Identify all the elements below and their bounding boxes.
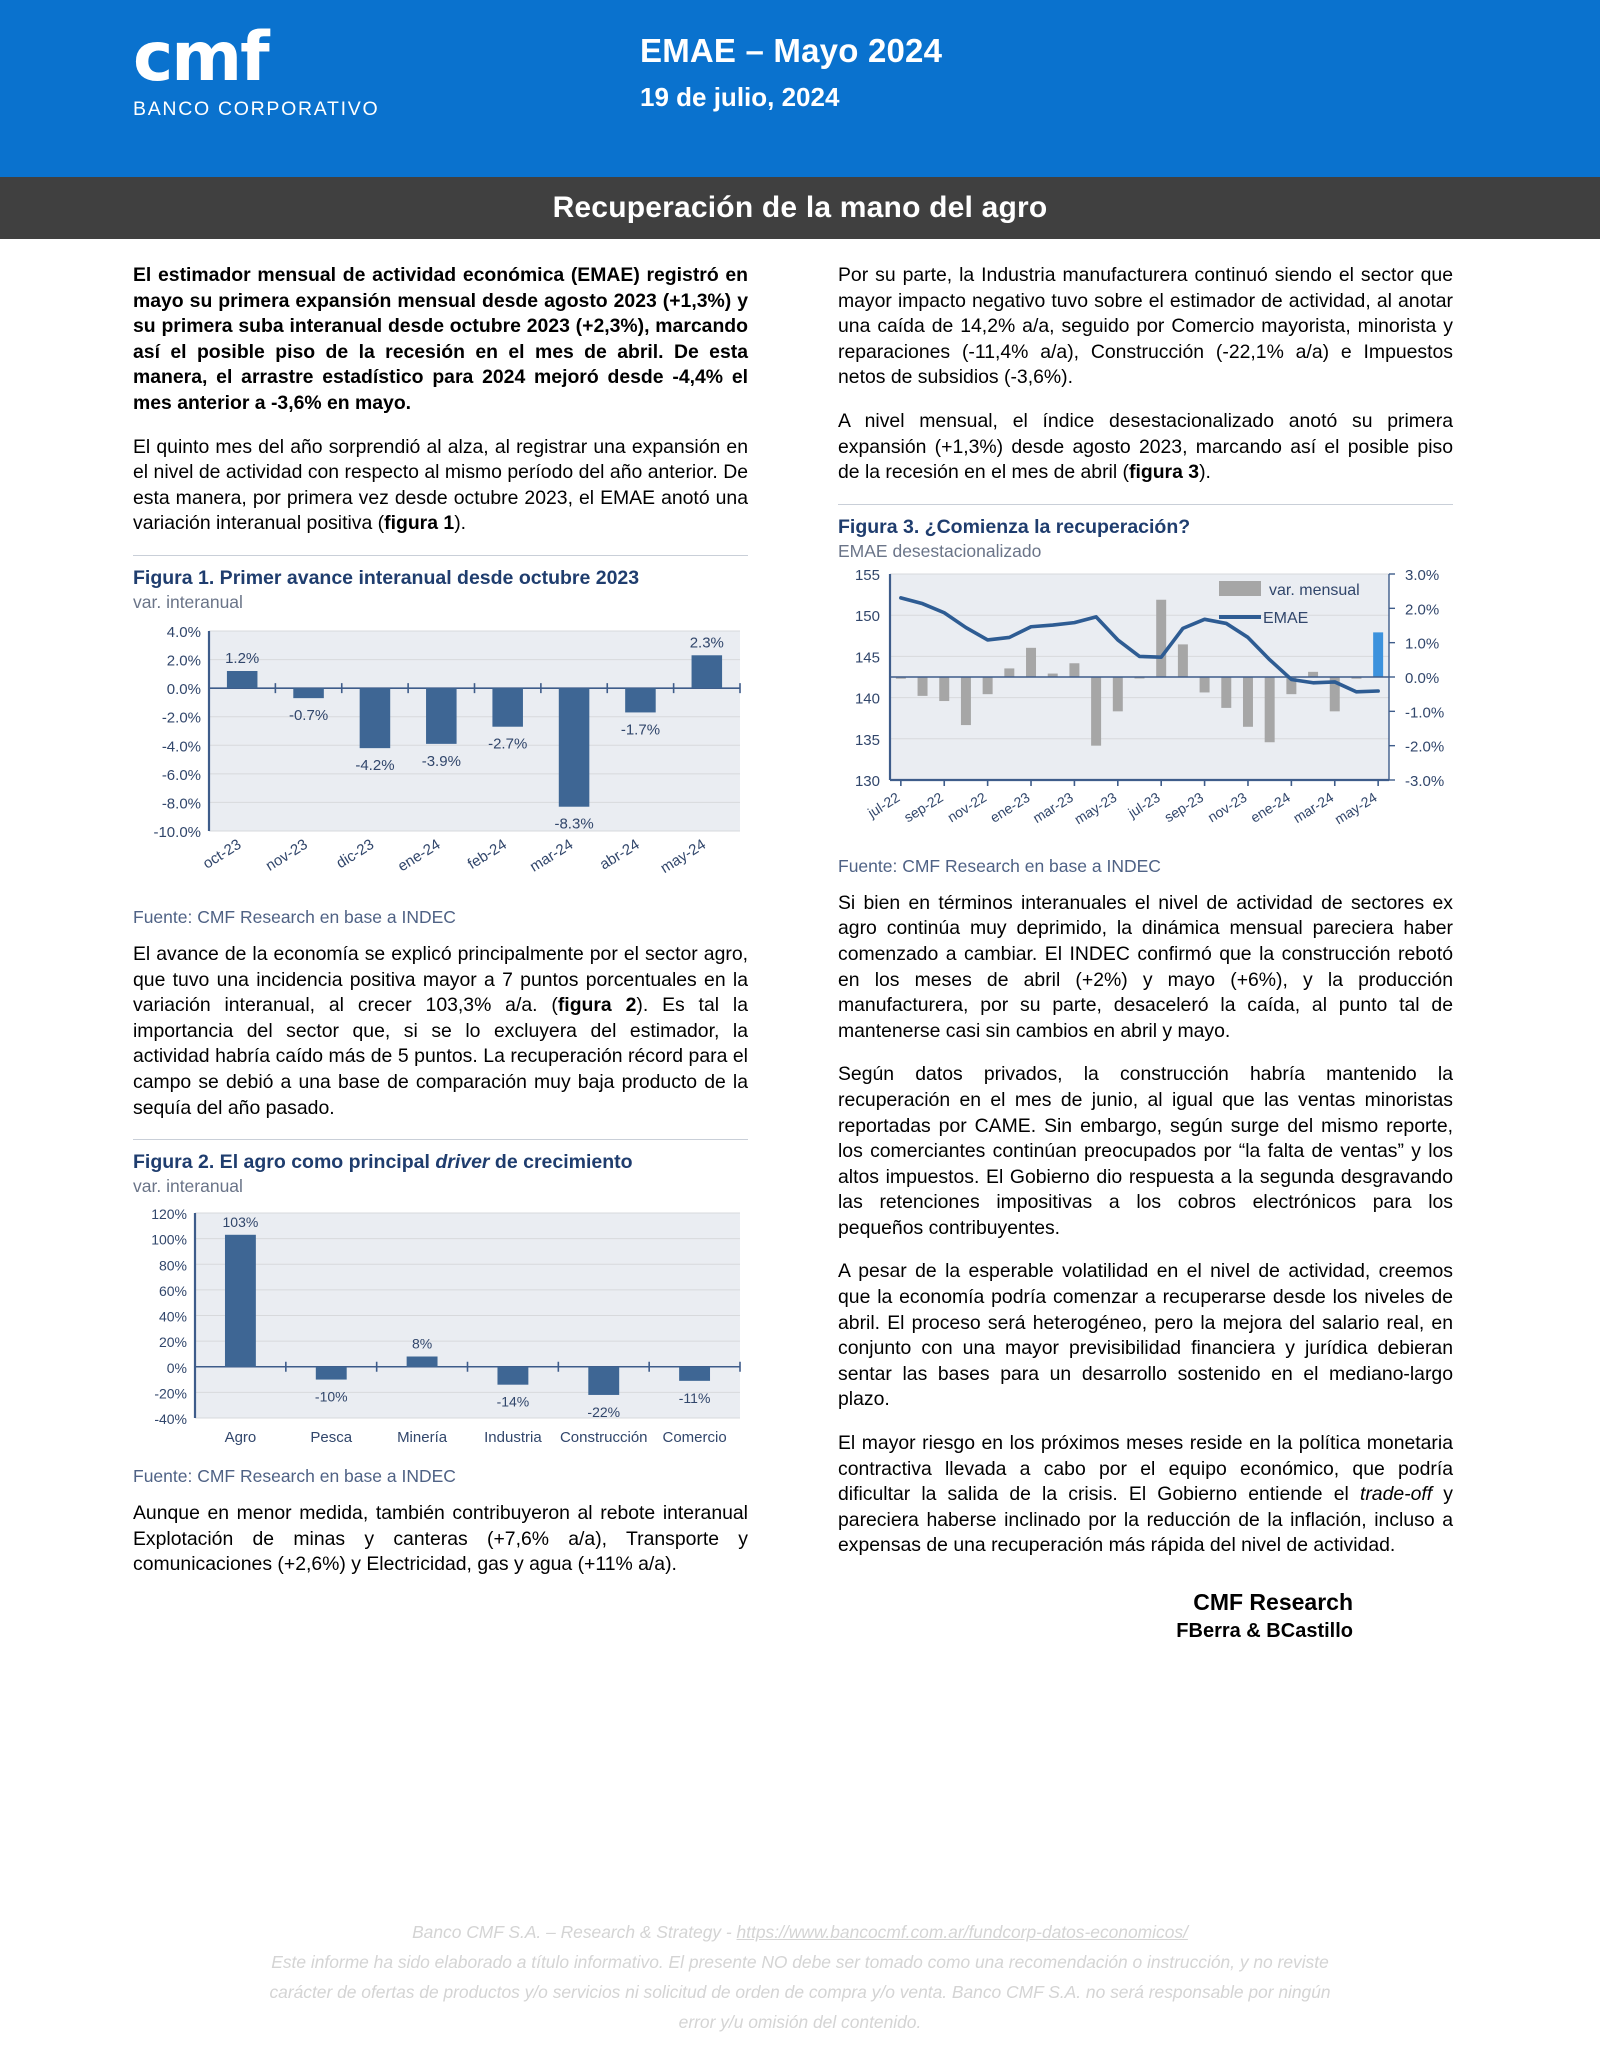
right-column — [838, 263, 1453, 1645]
paragraph-figura2-ref — [133, 942, 748, 1121]
svg-text:140: 140 — [854, 690, 880, 708]
r6-italic: trade-off — [1359, 1483, 1433, 1506]
figure-2-title-italic: driver — [435, 1151, 490, 1174]
r6-text-b: y pareciera haberse inclinado por la reducción de la inflación, incluso a expensas de una recuperación más rápida del nivel de actividad. — [838, 1483, 1453, 1557]
logo-tagline: BANCO CORPORATIVO — [133, 98, 380, 120]
page-header — [0, 0, 1600, 177]
svg-text:1.2%: 1.2% — [225, 649, 260, 667]
report-title: EMAE – Mayo 2024 — [640, 32, 943, 69]
paragraph-figura3-ref — [838, 409, 1453, 486]
figure-1-divider — [133, 555, 748, 556]
figure-3-divider — [838, 504, 1453, 505]
figure-1-svg — [133, 613, 748, 903]
footer-line-4: error y/u omisión del contenido. — [678, 2012, 922, 2032]
svg-text:2.3%: 2.3% — [689, 634, 724, 652]
svg-text:dic-23: dic-23 — [333, 835, 378, 872]
svg-text:abr-24: abr-24 — [596, 835, 643, 874]
svg-text:ene-24: ene-24 — [394, 835, 444, 876]
paragraph-figura1-ref — [133, 435, 748, 537]
figure-1 — [133, 555, 748, 928]
report-date: 19 de julio, 2024 — [640, 82, 840, 112]
svg-text:8%: 8% — [411, 1335, 433, 1352]
svg-text:-4.0%: -4.0% — [161, 738, 201, 756]
figure-1-title: Figura 1. Primer avance interanual desde octubre 2023 — [133, 566, 640, 589]
svg-text:-11%: -11% — [678, 1389, 711, 1406]
svg-text:-8.3%: -8.3% — [554, 815, 594, 833]
svg-text:Agro: Agro — [224, 1429, 257, 1447]
svg-text:EMAE: EMAE — [1263, 609, 1309, 627]
figure-1-source: Fuente: CMF Research en base a INDEC — [133, 906, 456, 927]
svg-text:40%: 40% — [158, 1308, 187, 1325]
p2-figure-ref: figura 1 — [384, 512, 455, 535]
svg-text:135: 135 — [854, 731, 880, 749]
footer-line-2: Este informe ha sido elaborado a título informativo. El presente NO debe ser tomado como una recomendación o instrucción, y no reviste — [271, 1952, 1329, 1972]
figure-3-title: Figura 3. ¿Comienza la recuperación? — [838, 515, 1191, 538]
svg-text:155: 155 — [854, 566, 880, 584]
svg-text:120%: 120% — [151, 1206, 187, 1223]
figure-2-source: Fuente: CMF Research en base a INDEC — [133, 1466, 456, 1487]
figure-1-chart — [133, 613, 748, 903]
figure-3-subtitle: EMAE desestacionalizado — [838, 540, 1042, 561]
svg-text:-22%: -22% — [587, 1404, 621, 1421]
svg-text:mar-24: mar-24 — [1290, 788, 1337, 826]
header-titles — [640, 30, 942, 114]
svg-text:-1.0%: -1.0% — [1405, 704, 1445, 722]
svg-text:130: 130 — [854, 772, 880, 790]
figure-3 — [838, 504, 1453, 877]
left-column — [133, 263, 748, 1645]
svg-text:Comercio: Comercio — [662, 1429, 727, 1447]
r2-text-a: A nivel mensual, el índice desestacionalizado anotó su primera expansión (+1,3%) desde agosto 2023, marcando así el posible piso de la recesión en el mes de abril ( — [838, 409, 1453, 484]
svg-text:-4.2%: -4.2% — [355, 757, 395, 775]
svg-text:oct-23: oct-23 — [199, 835, 245, 873]
lead-paragraph: El estimador mensual de actividad económica (EMAE) registró en mayo su primera expansión mensual desde agosto 2023 (+1,3%) y su primera suba interanual desde octubre 2023 (+2,3%), marcando así el posible piso de la recesión en el mes de abril. De esta manera, el arrastre estadístico para 2024 mejoró desde -4,4% el mes anterior a -3,6% en mayo. — [133, 264, 748, 414]
svg-text:ene-23: ene-23 — [987, 788, 1033, 826]
p2-text-a: El quinto mes del año sorprendió al alza, al registrar una expansión en el nivel de actividad con respecto al mismo período del año anterior. De esta manera, por primera vez desde octubre 2023, el EMAE anotó una variación interanual positiva ( — [133, 435, 748, 535]
svg-text:jul-22: jul-22 — [864, 788, 903, 821]
svg-text:var. mensual: var. mensual — [1269, 581, 1360, 599]
svg-text:103%: 103% — [222, 1213, 259, 1230]
r2-text-b: ). — [1199, 461, 1211, 484]
svg-text:nov-23: nov-23 — [1204, 788, 1250, 825]
svg-text:may-23: may-23 — [1071, 788, 1120, 828]
figure-3-source: Fuente: CMF Research en base a INDEC — [838, 855, 1161, 876]
figure-2 — [133, 1139, 748, 1487]
svg-text:nov-22: nov-22 — [944, 788, 990, 825]
svg-text:-2.0%: -2.0% — [1405, 738, 1445, 756]
footer-line-1 — [120, 1917, 1480, 1947]
signature-authors: FBerra & BCastillo — [1176, 1620, 1353, 1642]
svg-text:-6.0%: -6.0% — [161, 766, 201, 784]
svg-text:Construcción: Construcción — [559, 1429, 648, 1447]
paragraph-volatilidad: A pesar de la esperable volatilidad en el nivel de actividad, creemos que la economía podría comenzar a recuperarse desde los niveles de abril. El proceso será heterogéneo, pero la mejora del salario real, en conjunto con una mayor previsibilidad financiera y jurídica debieran sentar las bases para un desarrollo sostenido en el mediano-largo plazo. — [838, 1260, 1453, 1411]
document-body — [0, 239, 1600, 1645]
svg-text:100%: 100% — [151, 1231, 187, 1248]
figure-2-subtitle: var. interanual — [133, 1176, 243, 1197]
svg-text:Minería: Minería — [397, 1429, 448, 1447]
figure-2-svg — [133, 1197, 748, 1462]
svg-text:-10%: -10% — [314, 1388, 348, 1405]
svg-text:-2.0%: -2.0% — [161, 709, 201, 727]
svg-text:0%: 0% — [166, 1359, 187, 1376]
footer-link[interactable]: https://www.bancocmf.com.ar/fundcorp-datos-economicos/ — [736, 1922, 1188, 1942]
paragraph-industria: Por su parte, la Industria manufacturera continuó siendo el sector que mayor impacto negativo tuvo sobre el estimador de actividad, al anotar una caída de 14,2% a/a, seguido por Comercio mayorista, minorista y reparaciones (-11,4% a/a), Construcción (-22,1% a/a) e Impuestos netos de subsidios (-3,6%). — [838, 264, 1453, 389]
svg-text:feb-24: feb-24 — [464, 835, 510, 873]
p2-text-b: ). — [454, 512, 467, 535]
svg-text:sep-23: sep-23 — [1161, 788, 1207, 825]
svg-text:mar-24: mar-24 — [526, 835, 577, 876]
svg-text:0.0%: 0.0% — [166, 681, 201, 699]
svg-text:60%: 60% — [158, 1282, 187, 1299]
cmf-logo — [133, 18, 380, 121]
paragraph-otros-sectores: Aunque en menor medida, también contribuyeron al rebote interanual Explotación de minas y canteras (+7,6% a/a), Transporte y comunicaciones (+2,6%) y Electricidad, gas y agua (+11% a/a). — [133, 1502, 748, 1576]
figure-2-divider — [133, 1139, 748, 1140]
paragraph-dinamica-mensual: Si bien en términos interanuales el nivel de actividad de sectores ex agro continúa muy deprimido, la dinámica mensual pareciera haber comenzado a cambiar. El INDEC confirmó que la construcción rebotó en los meses de abril (+2%) y mayo (+6%), y la producción manufacturera, por su parte, desaceleró la caída, al punto tal de mantenerse casi sin cambios en abril y mayo. — [838, 891, 1453, 1042]
svg-text:145: 145 — [854, 649, 880, 667]
svg-text:ene-24: ene-24 — [1247, 788, 1293, 826]
svg-text:2.0%: 2.0% — [1405, 601, 1440, 619]
svg-text:may-24: may-24 — [657, 835, 709, 877]
footer-company: Banco CMF S.A. – Research & Strategy - — [412, 1922, 737, 1942]
p3-figure-ref: figura 2 — [557, 994, 637, 1017]
svg-text:0.0%: 0.0% — [1405, 669, 1440, 687]
svg-text:-0.7%: -0.7% — [288, 707, 329, 725]
svg-text:-2.7%: -2.7% — [488, 735, 528, 753]
figure-3-chart — [838, 562, 1453, 852]
svg-text:Industria: Industria — [484, 1429, 542, 1447]
svg-text:2.0%: 2.0% — [166, 652, 201, 670]
p3-text-a: El avance de la economía se explicó principalmente por el sector agro, que tuvo una incidencia positiva mayor a 7 puntos porcentuales en la variación interanual, al crecer 103,3% a/a. ( — [133, 942, 748, 1017]
figure-2-title-b: de crecimiento — [489, 1151, 633, 1174]
figure-2-title-a: Figura 2. El agro como principal — [133, 1151, 436, 1174]
paragraph-riesgo — [838, 1431, 1453, 1559]
figure-1-subtitle: var. interanual — [133, 591, 243, 612]
svg-text:may-24: may-24 — [1331, 788, 1380, 828]
page-footer — [0, 1917, 1600, 2037]
signature-block — [838, 1577, 1453, 1645]
banner-bar — [0, 177, 1600, 239]
svg-text:-14%: -14% — [496, 1393, 530, 1410]
figure-2-title — [133, 1150, 748, 1174]
banner-title: Recuperación de la mano del agro — [552, 191, 1048, 224]
signature-team: CMF Research — [1193, 1589, 1353, 1615]
svg-text:1.0%: 1.0% — [1405, 635, 1440, 653]
svg-text:3.0%: 3.0% — [1405, 566, 1440, 584]
svg-text:-20%: -20% — [154, 1385, 187, 1402]
figure-3-svg — [838, 562, 1453, 852]
p3-text-b: ). Es tal la importancia del sector que, si se lo excluyera del estimador, la actividad habría caído más de 5 puntos. La recuperación récord para el campo se debió a una base de comparación muy baja producto de la sequía del año pasado. — [133, 994, 748, 1119]
logo-wordmark: cmf — [133, 18, 268, 97]
svg-text:-10.0%: -10.0% — [153, 823, 201, 841]
svg-text:sep-22: sep-22 — [901, 788, 946, 825]
svg-text:mar-23: mar-23 — [1029, 788, 1077, 826]
paragraph-datos-privados: Según datos privados, la construcción habría mantenido la recuperación en el mes de junio, al igual que las ventas minoristas reportadas por CAME. Sin embargo, según surge del mismo reporte, los comerciantes continúan preocupados por “la falta de ventas” y los altos impuestos. El Gobierno dio respuesta a la segunda desgravando las retenciones impositivas a los cobros electrónicos para los pequeños contribuyentes. — [838, 1063, 1453, 1239]
svg-text:-8.0%: -8.0% — [161, 795, 201, 813]
svg-text:-1.7%: -1.7% — [620, 721, 661, 739]
r6-text-a: El mayor riesgo en los próximos meses reside en la política monetaria contractiva llevada a cabo por el equipo económico, que podría dificultar la salida de la crisis. El Gobierno entiende el — [838, 1432, 1453, 1506]
footer-line-3: carácter de ofertas de productos y/o servicios ni solicitud de orden de compra y/o venta. Banco CMF S.A. no será responsable por ningún — [269, 1982, 1331, 2002]
svg-text:jul-23: jul-23 — [1125, 788, 1163, 821]
svg-text:-3.9%: -3.9% — [421, 752, 461, 770]
svg-text:-40%: -40% — [154, 1411, 187, 1428]
svg-text:80%: 80% — [158, 1257, 187, 1274]
svg-text:20%: 20% — [158, 1334, 187, 1351]
svg-text:4.0%: 4.0% — [166, 623, 201, 641]
svg-text:150: 150 — [854, 607, 880, 625]
svg-text:nov-23: nov-23 — [262, 835, 311, 875]
svg-text:-3.0%: -3.0% — [1405, 772, 1445, 790]
figure-2-chart — [133, 1197, 748, 1462]
svg-text:Pesca: Pesca — [310, 1429, 353, 1447]
r2-figure-ref: figura 3 — [1129, 461, 1200, 484]
